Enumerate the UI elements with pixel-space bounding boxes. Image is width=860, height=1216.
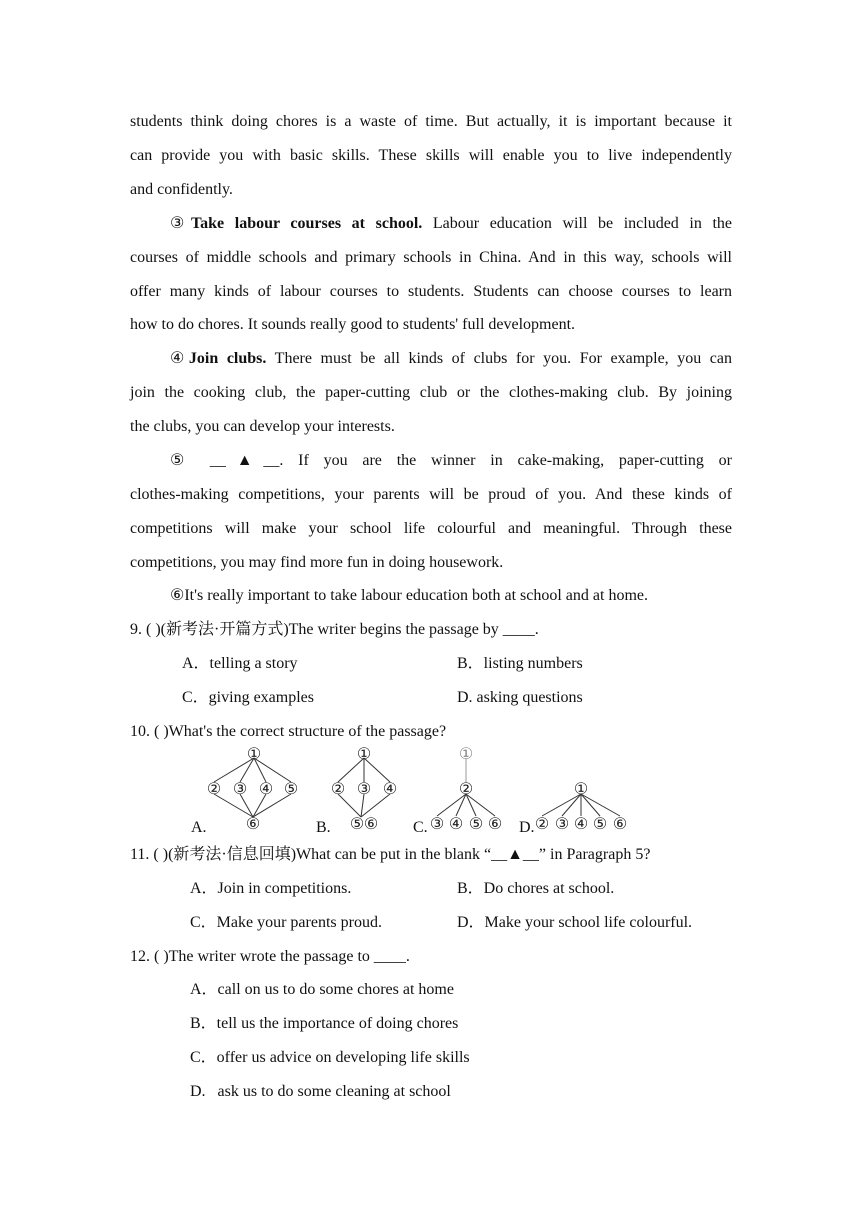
diagram-a-node-5: ⑤ xyxy=(283,781,299,798)
question-10-stem: 10. ( )What's the correct structure of the passage? xyxy=(130,723,447,740)
paragraph-line: offer many kinds of labour courses to students. Students can choose courses to learn xyxy=(130,283,732,300)
question-11-option-a: A．Join in competitions. xyxy=(190,880,352,897)
question-11-option-b: B．Do chores at school. xyxy=(457,880,615,897)
question-12-option-b: B．tell us the importance of doing chores xyxy=(190,1015,459,1032)
diagram-a-node-3: ③ xyxy=(232,781,248,798)
diagram-d-node-2: ② xyxy=(534,816,550,833)
diagram-a-label: A. xyxy=(191,819,207,836)
diagram-b-node-6: ⑥ xyxy=(363,816,379,833)
paragraph-line: how to do chores. It sounds really good to students' full development. xyxy=(130,316,576,333)
question-9-option-a: A．telling a story xyxy=(182,655,298,672)
paragraph-heading: Join clubs. xyxy=(188,350,267,367)
diagram-d-node-3: ③ xyxy=(554,816,570,833)
diagram-d-label: D. xyxy=(519,819,535,836)
paragraph-line: competitions will make your school life colourful and meaningful. Through these xyxy=(130,520,732,537)
paragraph-line: can provide you with basic skills. These skills will enable you to live independently xyxy=(130,147,732,164)
question-9-stem: 9. ( )(新考法·开篇方式)The writer begins the passage by ____. xyxy=(130,621,539,638)
diagram-c-node-2: ② xyxy=(458,781,474,798)
diagram-c-node-3: ③ xyxy=(429,816,445,833)
diagram-d-node-1: ① xyxy=(573,781,589,798)
paragraph-number: ③ xyxy=(170,215,191,232)
diagram-d-node-6: ⑥ xyxy=(612,816,628,833)
paragraph-5-first-line: ⑤ __▲__. If you are the winner in cake-making, paper-cutting or xyxy=(170,452,732,469)
diagram-b-node-2: ② xyxy=(330,781,346,798)
diagram-a-node-6: ⑥ xyxy=(245,816,261,833)
paragraph-line: clothes-making competitions, your parents will be proud of you. And these kinds of xyxy=(130,486,732,503)
diagram-a-node-2: ② xyxy=(206,781,222,798)
paragraph-6: ⑥It's really important to take labour education both at school and at home. xyxy=(170,587,648,604)
diagram-b-node-4: ④ xyxy=(382,781,398,798)
diagram-d-node-5: ⑤ xyxy=(592,816,608,833)
diagram-c-node-5: ⑤ xyxy=(468,816,484,833)
question-12-option-c: C．offer us advice on developing life skills xyxy=(190,1049,470,1066)
question-12-option-a: A．call on us to do some chores at home xyxy=(190,981,454,998)
diagram-d-node-4: ④ xyxy=(573,816,589,833)
diagram-b-label: B. xyxy=(316,819,331,836)
paragraph-4-first-line xyxy=(170,349,732,369)
diagram-a-node-1: ① xyxy=(246,746,262,763)
diagram-c-label: C. xyxy=(413,819,428,836)
question-9-option-b: B．listing numbers xyxy=(457,655,583,672)
question-11-option-d: D．Make your school life colourful. xyxy=(457,914,693,931)
paragraph-line: courses of middle schools and primary schools in China. And in this way, schools will xyxy=(130,249,732,266)
question-12-stem: 12. ( )The writer wrote the passage to ____. xyxy=(130,948,410,965)
paragraph-heading: Take labour courses at school. xyxy=(190,215,423,232)
diagram-b-node-1: ① xyxy=(356,746,372,763)
structure-diagrams xyxy=(180,744,650,836)
diagram-c-node-6: ⑥ xyxy=(487,816,503,833)
diagram-b-node-5: ⑤ xyxy=(349,816,365,833)
question-11-stem: 11. ( )(新考法·信息回填)What can be put in the blank “__▲__” in Paragraph 5? xyxy=(130,846,651,863)
paragraph-line: competitions, you may find more fun in doing housework. xyxy=(130,554,504,571)
question-12-option-d: D. ask us to do some cleaning at school xyxy=(190,1083,451,1100)
diagram-c-node-4: ④ xyxy=(448,816,464,833)
diagram-c-node-1: ① xyxy=(458,746,474,763)
diagram-b-node-3: ③ xyxy=(356,781,372,798)
paragraph-number: ④ xyxy=(170,350,189,367)
paragraph-3-first-line xyxy=(170,214,732,234)
question-9-option-c: C．giving examples xyxy=(182,689,314,706)
paragraph-line: and confidently. xyxy=(130,181,233,198)
paragraph-text: Labour education will be included in the xyxy=(422,215,733,232)
paragraph-line: students think doing chores is a waste of time. But actually, it is important because it xyxy=(130,113,732,130)
paragraph-line: the clubs, you can develop your interests. xyxy=(130,418,395,435)
question-11-option-c: C．Make your parents proud. xyxy=(190,914,382,931)
paragraph-line: join the cooking club, the paper-cutting club or the clothes-making club. By joining xyxy=(130,384,732,401)
question-9-option-d: D. asking questions xyxy=(457,689,583,706)
diagram-a-node-4: ④ xyxy=(258,781,274,798)
paragraph-text: There must be all kinds of clubs for you. For example, you can xyxy=(266,350,733,367)
